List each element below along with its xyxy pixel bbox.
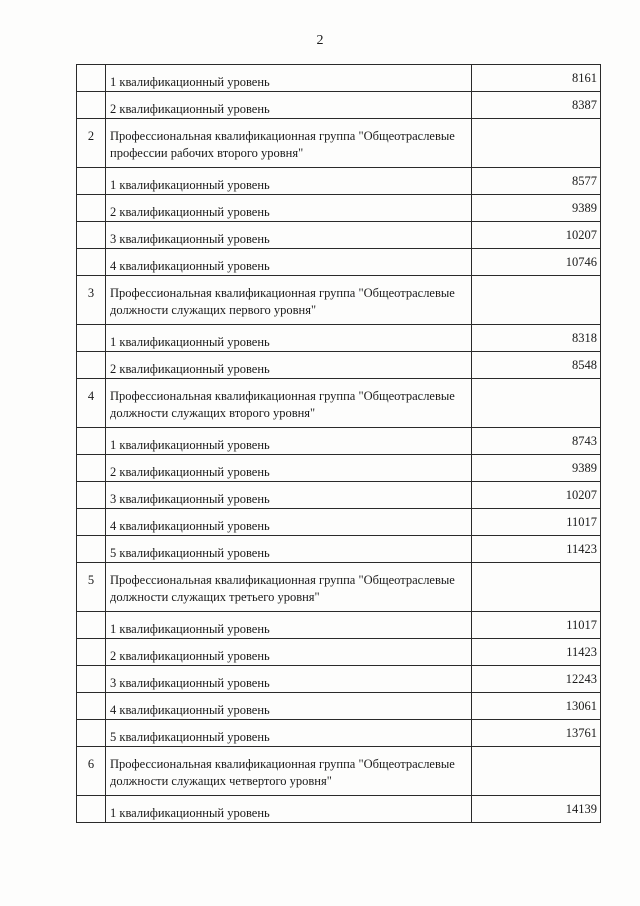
row-name-cell: 5 квалификационный уровень — [106, 720, 472, 747]
level-row — [77, 325, 601, 352]
row-value-cell: 11017 — [472, 612, 601, 639]
row-name-cell: 1 квалификационный уровень — [106, 796, 472, 823]
row-number-cell — [77, 639, 106, 666]
row-value-cell: 10207 — [472, 482, 601, 509]
row-name-cell: 5 квалификационный уровень — [106, 536, 472, 563]
row-number-cell: 4 — [77, 379, 106, 428]
row-name-cell: 2 квалификационный уровень — [106, 195, 472, 222]
row-number-cell: 2 — [77, 119, 106, 168]
row-name-cell: 2 квалификационный уровень — [106, 639, 472, 666]
row-name-cell: 1 квалификационный уровень — [106, 168, 472, 195]
salary-table-body — [77, 65, 601, 823]
group-row — [77, 119, 601, 168]
row-name-cell: 3 квалификационный уровень — [106, 666, 472, 693]
level-row — [77, 222, 601, 249]
level-row — [77, 482, 601, 509]
row-value-cell: 13061 — [472, 693, 601, 720]
row-name-cell: Профессиональная квалификационная группа "Общеотраслевые должности служащих четвертого уровня" — [106, 747, 472, 796]
row-value-cell: 8743 — [472, 428, 601, 455]
row-number-cell: 6 — [77, 747, 106, 796]
row-value-cell: 8387 — [472, 92, 601, 119]
row-name-cell: Профессиональная квалификационная группа "Общеотраслевые должности служащих первого уровня" — [106, 276, 472, 325]
row-number-cell — [77, 482, 106, 509]
row-number-cell — [77, 195, 106, 222]
row-value-cell: 8161 — [472, 65, 601, 92]
row-value-cell: 9389 — [472, 455, 601, 482]
row-number-cell — [77, 65, 106, 92]
level-row — [77, 195, 601, 222]
row-name-cell: Профессиональная квалификационная группа "Общеотраслевые профессии рабочих второго уровня" — [106, 119, 472, 168]
row-number-cell: 5 — [77, 563, 106, 612]
row-number-cell — [77, 455, 106, 482]
row-name-cell: 1 квалификационный уровень — [106, 65, 472, 92]
row-number-cell — [77, 612, 106, 639]
level-row — [77, 455, 601, 482]
row-value-cell: 11423 — [472, 639, 601, 666]
row-value-cell: 8318 — [472, 325, 601, 352]
row-name-cell: 1 квалификационный уровень — [106, 612, 472, 639]
row-number-cell — [77, 249, 106, 276]
level-row — [77, 249, 601, 276]
row-name-cell: Профессиональная квалификационная группа "Общеотраслевые должности служащих второго уровня" — [106, 379, 472, 428]
row-name-cell: 2 квалификационный уровень — [106, 352, 472, 379]
level-row — [77, 639, 601, 666]
salary-table — [76, 64, 601, 823]
row-value-cell — [472, 119, 601, 168]
row-value-cell: 10746 — [472, 249, 601, 276]
row-number-cell — [77, 352, 106, 379]
level-row — [77, 352, 601, 379]
row-value-cell: 13761 — [472, 720, 601, 747]
row-number-cell — [77, 222, 106, 249]
row-name-cell: 1 квалификационный уровень — [106, 428, 472, 455]
row-name-cell: 2 квалификационный уровень — [106, 455, 472, 482]
row-number-cell — [77, 720, 106, 747]
row-value-cell: 8577 — [472, 168, 601, 195]
level-row — [77, 720, 601, 747]
row-number-cell — [77, 509, 106, 536]
row-value-cell: 11017 — [472, 509, 601, 536]
row-value-cell: 8548 — [472, 352, 601, 379]
row-number-cell — [77, 325, 106, 352]
row-value-cell — [472, 563, 601, 612]
row-value-cell: 11423 — [472, 536, 601, 563]
row-name-cell: 3 квалификационный уровень — [106, 222, 472, 249]
row-name-cell: 3 квалификационный уровень — [106, 482, 472, 509]
group-row — [77, 276, 601, 325]
page-number: 2 — [316, 33, 324, 48]
row-value-cell — [472, 276, 601, 325]
row-number-cell: 3 — [77, 276, 106, 325]
level-row — [77, 666, 601, 693]
row-name-cell: 2 квалификационный уровень — [106, 92, 472, 119]
level-row — [77, 796, 601, 823]
row-number-cell — [77, 92, 106, 119]
row-name-cell: 4 квалификационный уровень — [106, 693, 472, 720]
level-row — [77, 65, 601, 92]
row-number-cell — [77, 168, 106, 195]
row-name-cell: Профессиональная квалификационная группа "Общеотраслевые должности служащих третьего уровня" — [106, 563, 472, 612]
level-row — [77, 92, 601, 119]
row-value-cell: 10207 — [472, 222, 601, 249]
row-value-cell: 9389 — [472, 195, 601, 222]
row-value-cell — [472, 747, 601, 796]
row-number-cell — [77, 666, 106, 693]
row-value-cell: 12243 — [472, 666, 601, 693]
row-value-cell — [472, 379, 601, 428]
row-number-cell — [77, 796, 106, 823]
level-row — [77, 168, 601, 195]
row-number-cell — [77, 536, 106, 563]
group-row — [77, 563, 601, 612]
row-number-cell — [77, 428, 106, 455]
row-number-cell — [77, 693, 106, 720]
row-name-cell: 4 квалификационный уровень — [106, 509, 472, 536]
row-name-cell: 4 квалификационный уровень — [106, 249, 472, 276]
group-row — [77, 379, 601, 428]
level-row — [77, 612, 601, 639]
level-row — [77, 693, 601, 720]
row-value-cell: 14139 — [472, 796, 601, 823]
level-row — [77, 536, 601, 563]
row-name-cell: 1 квалификационный уровень — [106, 325, 472, 352]
level-row — [77, 428, 601, 455]
level-row — [77, 509, 601, 536]
group-row — [77, 747, 601, 796]
